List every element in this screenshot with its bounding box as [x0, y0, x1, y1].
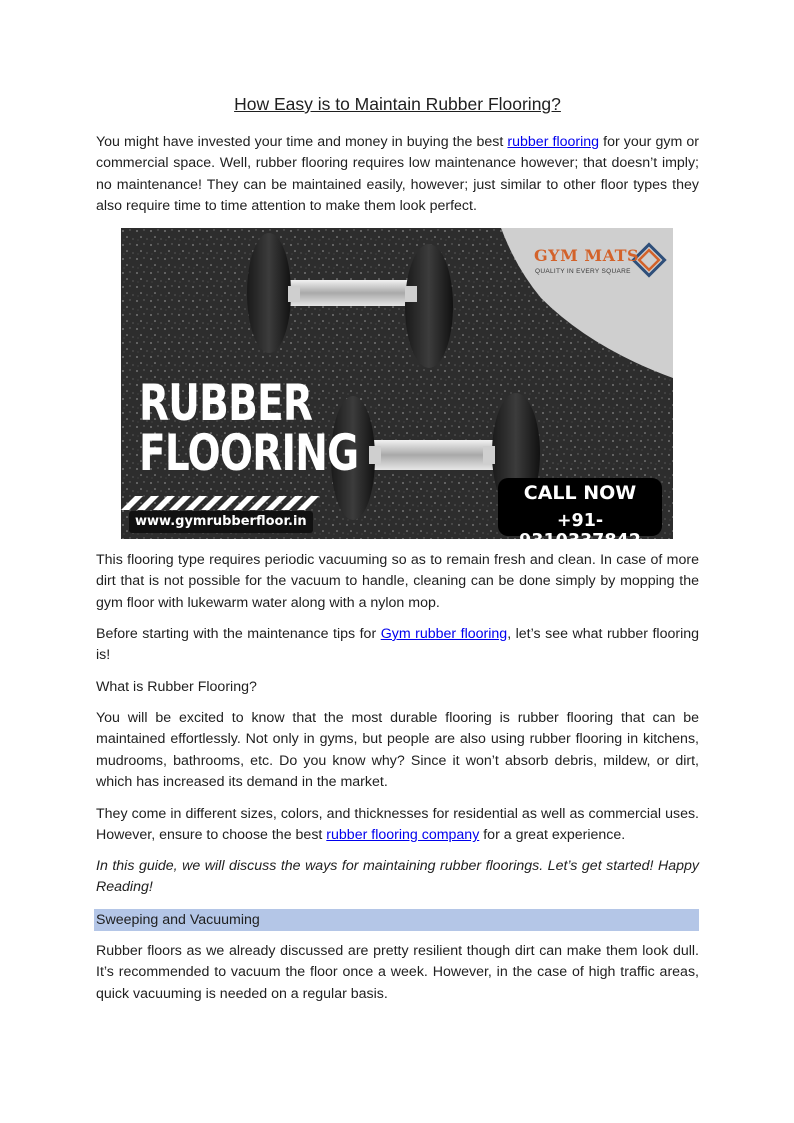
intro-paragraph: [96, 132, 699, 217]
heading-what-is: What is Rubber Flooring?: [96, 679, 257, 695]
rubber-flooring-company-link[interactable]: rubber flooring company: [326, 827, 480, 844]
call-now-label: CALL NOW: [523, 482, 637, 504]
call-now-box: [498, 478, 662, 551]
brand-tagline: QUALITY IN EVERY SQUARE: [535, 268, 631, 275]
heading-sweeping: Sweeping and Vacuuming: [96, 912, 260, 928]
before-text: Before starting with the maintenance tips for: [96, 626, 381, 642]
rubber-flooring-link[interactable]: rubber flooring: [507, 134, 600, 150]
before-paragraph: [96, 624, 699, 667]
sizes-text-rest: for a great experience.: [479, 827, 626, 844]
guide-paragraph: In this guide, we will discuss the ways for maintaining rubber floorings. Let’s get started! Happy Reading!: [96, 858, 699, 896]
headline-rubber: RUBBER: [139, 374, 313, 432]
durable-paragraph: You will be excited to know that the most durable flooring is rubber flooring that can be maintained effortlessly. Not only in gyms, but people are also using rubber flooring in kitchens, mudrooms, bathrooms, etc. Do you know why? Since it won’t absorb debris, mildew, or dirt, which has increased its demand in the market.: [96, 710, 699, 790]
sizes-text: They come in different sizes, colors, and thicknesses for residential as well as commercial uses. However, ensure to choose the best: [96, 806, 699, 844]
sizes-paragraph: [96, 804, 699, 847]
intro-text: You might have invested your time and money in buying the best: [96, 134, 508, 150]
brand-name: GYM MATS: [534, 246, 640, 265]
gym-rubber-flooring-link[interactable]: Gym rubber flooring: [380, 626, 508, 642]
before-text-rest: , let’s see what rubber flooring is!: [96, 626, 700, 664]
heading-band: [94, 909, 699, 931]
phone-number: +91-9310337842: [519, 511, 641, 551]
intro-text-rest: for your gym or commercial space. Well, rubber flooring requires low maintenance however; that doesn’t imply; no maintenance! They can be maintained easily, however; just similar to other floor types they also require time to time attention to make them look perfect.: [96, 134, 699, 214]
vacuum-paragraph: This flooring type requires periodic vacuuming so as to remain fresh and clean. In case of more dirt that is not possible for the vacuum to handle, cleaning can be done simply by mopping the gym floor with lukewarm water along with a nylon mop.: [96, 552, 699, 611]
document-title: How Easy is to Maintain Rubber Flooring?: [234, 94, 561, 114]
resilient-paragraph: Rubber floors as we already discussed are pretty resilient though dirt can make them look dull. It’s recommended to vacuum the floor once a week. However, in the case of high traffic areas, quick vacuuming is needed on a regular basis.: [96, 943, 699, 1002]
rubber-flooring-banner: [121, 228, 673, 551]
headline-flooring: FLOORING: [139, 424, 359, 482]
website-label: www.gymrubberfloor.in: [129, 511, 313, 533]
